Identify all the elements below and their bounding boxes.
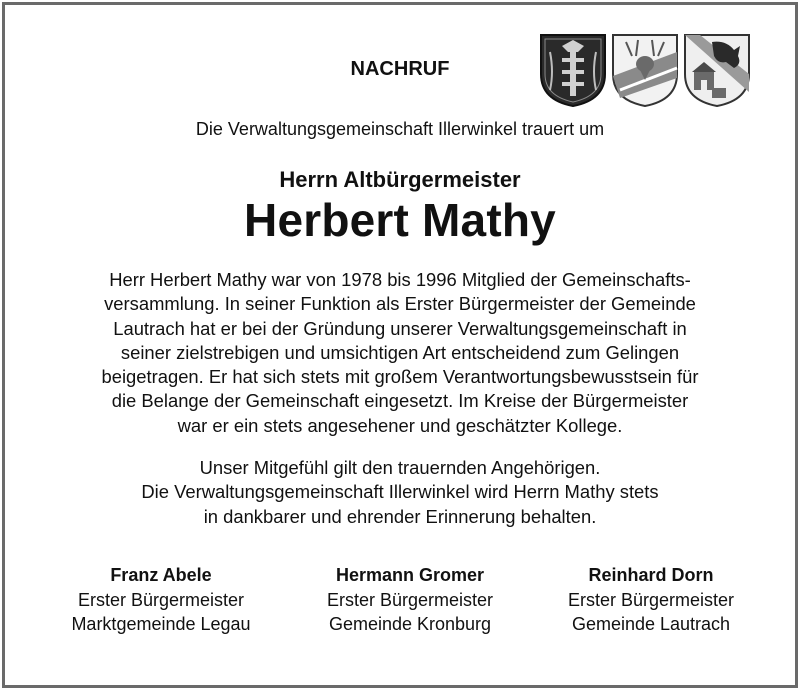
deceased-name: Herbert Mathy <box>244 194 556 246</box>
signer-title: Erster Bürgermeister <box>326 589 494 610</box>
signatories <box>0 563 800 643</box>
signer-municipality: Marktgemeinde Legau <box>71 614 251 634</box>
body-line: Lautrach hat er bei der Gründung unserer Verwaltungsgemeinschaft in <box>113 317 687 339</box>
signer-name: Reinhard Dorn <box>588 565 714 585</box>
signer-municipality: Gemeinde Kronburg <box>328 614 492 634</box>
lautrach-coat-of-arms-icon <box>682 32 752 108</box>
closing-line: in dankbarer und ehrender Erinnerung behalten. <box>203 505 597 527</box>
obituary-body <box>40 268 760 438</box>
condolence-text <box>40 456 760 529</box>
honorific-title: Herrn Altbürgermeister <box>279 167 521 192</box>
signer-title: Erster Bürgermeister <box>567 589 735 610</box>
body-line: Herr Herbert Mathy war von 1978 bis 1996 Mitglied der Gemeinschafts- <box>109 269 691 290</box>
signer-kronburg <box>280 563 540 637</box>
kronburg-coat-of-arms-icon <box>610 32 680 108</box>
signer-name: Hermann Gromer <box>335 565 485 585</box>
signer-legau <box>31 563 291 637</box>
signer-title: Erster Bürgermeister <box>77 589 245 610</box>
body-line: versammlung. In seiner Funktion als Erster Bürgermeister der Gemeinde <box>104 293 696 315</box>
body-line: seiner zielstrebigen und umsichtigen Art entscheidend zum Gelingen <box>120 341 680 363</box>
legau-coat-of-arms-icon <box>538 32 608 108</box>
body-line: die Belange der Gemeinschaft eingesetzt. Im Kreise der Bürgermeister <box>111 390 689 412</box>
body-line: war er ein stets angesehener und geschätzter Kollege. <box>177 414 623 436</box>
notice-heading: NACHRUF <box>350 58 450 80</box>
body-line: beigetragen. Er hat sich stets mit großem Verantwortungsbewusstsein für <box>101 366 699 388</box>
signer-lautrach <box>521 563 781 637</box>
closing-line: Unser Mitgefühl gilt den trauernden Angehörigen. <box>199 457 601 478</box>
signer-name: Franz Abele <box>110 565 212 585</box>
intro-text: Die Verwaltungsgemeinschaft Illerwinkel trauert um <box>195 119 605 139</box>
closing-line: Die Verwaltungsgemeinschaft Illerwinkel wird Herrn Mathy stets <box>141 481 659 503</box>
signer-municipality: Gemeinde Lautrach <box>571 614 731 634</box>
